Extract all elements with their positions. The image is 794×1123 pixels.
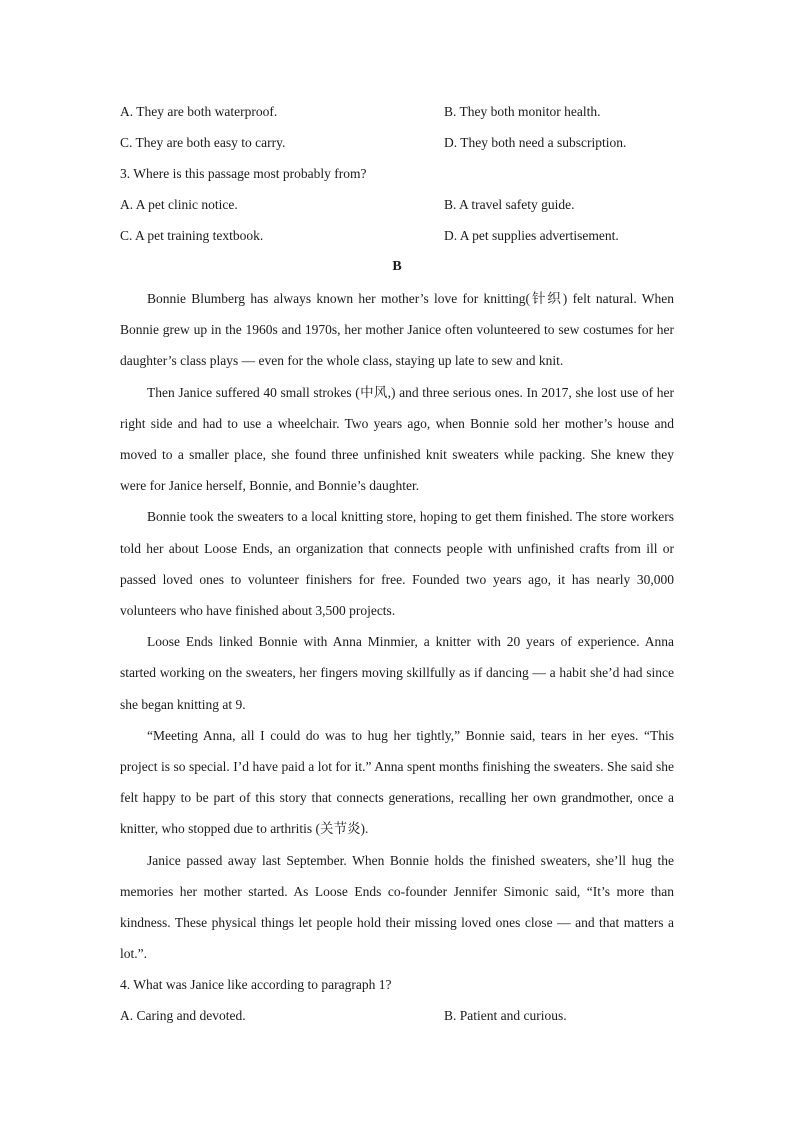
q2-option-b: B. They both monitor health. [444,104,601,119]
q3-question: 3. Where is this passage most probably from? [120,166,367,181]
passage-paragraph-2: Then Janice suffered 40 small strokes (中风,) and three serious ones. In 2017, she lost use of her right side and had to use a wheelchair. Two years ago, when Bonnie sold her mother’s house and moved to a smaller place, she found three unfinished knit sweaters while packing. She knew they were for Janice herself, Bonnie, and Bonnie’s daughter. [120,384,674,494]
passage-paragraph-3: Bonnie took the sweaters to a local knitting store, hoping to get them finished. The store workers told her about Loose Ends, an organization that connects people with unfinished crafts from ill or passed loved ones to volunteer finishers for free. Founded two years ago, it has nearly 30,000 volunteers who have finished about 3,500 projects. [120,509,674,619]
q2-option-a: A. They are both waterproof. [120,104,278,119]
q2-options-row-2 [120,135,680,157]
q2-option-c: C. They are both easy to carry. [120,135,286,150]
q4-options-row-1 [120,1008,680,1030]
q3-options-row-1 [120,197,680,219]
passage-paragraph-1: Bonnie Blumberg has always known her mother’s love for knitting(针织) felt natural. When Bonnie grew up in the 1960s and 1970s, her mother Janice often volunteered to sew costumes for her daughter’s class plays — even for the whole class, staying up late to sew and knit. [120,291,674,369]
section-title: B [392,259,402,274]
passage-paragraph-5: “Meeting Anna, all I could do was to hug her tightly,” Bonnie said, tears in her eyes. “This project is so special. I’d have paid a lot for it.” Anna spent months finishing the sweaters. She said she felt happy to be part of this story that connects generations, recalling her own grandmother, once a knitter, who stopped due to arthritis (关节炎). [120,727,674,837]
q3-option-b: B. A travel safety guide. [444,197,575,212]
q3-options-row-2 [120,228,680,250]
passage-b [120,283,674,969]
q3-option-a: A. A pet clinic notice. [120,197,238,212]
q2-options-row-1 [120,104,680,126]
q4-question: 4. What was Janice like according to paragraph 1? [120,977,392,992]
q4-option-a: A. Caring and devoted. [120,1008,246,1023]
q3-option-c: C. A pet training textbook. [120,228,264,243]
passage-paragraph-6: Janice passed away last September. When Bonnie holds the finished sweaters, she’ll hug the memories her mother started. As Loose Ends co-founder Jennifer Simonic said, “It’s more than kindness. These physical things let people hold their missing loved ones close — and that matters a lot.”. [120,852,674,962]
passage-paragraph-4: Loose Ends linked Bonnie with Anna Minmier, a knitter with 20 years of experience. Anna started working on the sweaters, her fingers moving skillfully as if dancing — a habit she’d had since she began knitting at 9. [120,634,674,712]
q3-option-d: D. A pet supplies advertisement. [444,228,619,243]
q4-option-b: B. Patient and curious. [444,1008,567,1023]
q2-option-d: D. They both need a subscription. [444,135,627,150]
